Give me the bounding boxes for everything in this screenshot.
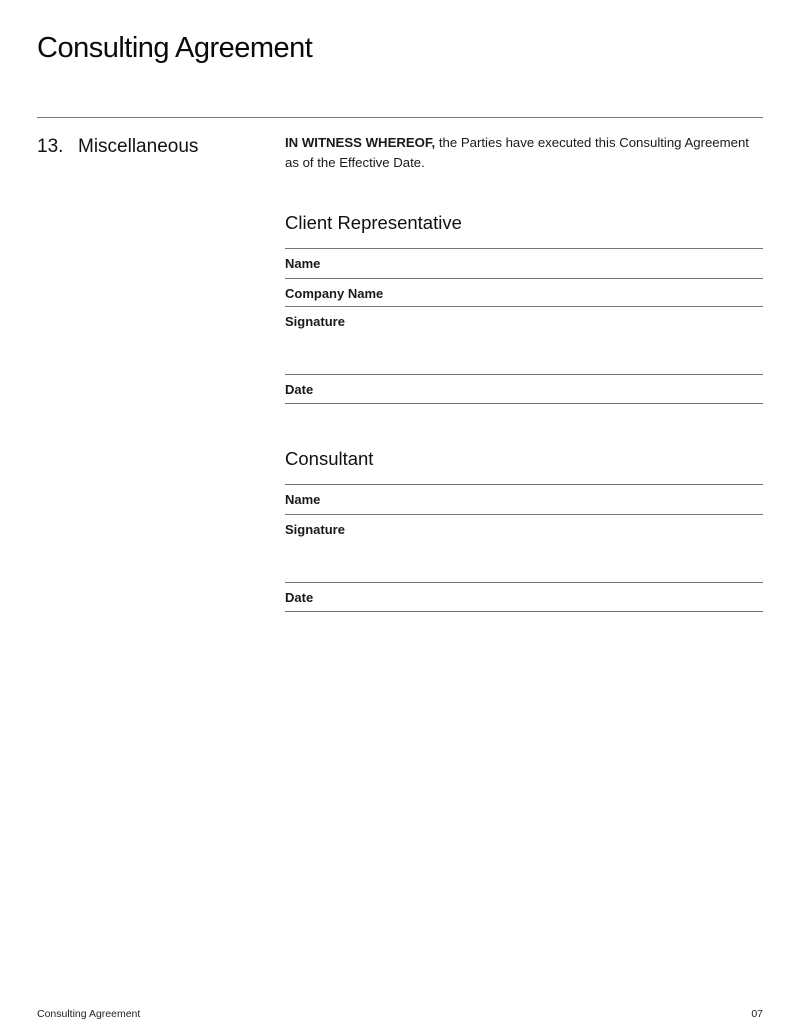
client-company-field[interactable] — [285, 278, 763, 306]
consultant-signature-field[interactable] — [285, 514, 763, 582]
consultant-name-label: Name — [285, 492, 321, 507]
client-company-label: Company Name — [285, 286, 384, 301]
consultant-block-title: Consultant — [285, 448, 374, 469]
consultant-signature-label: Signature — [285, 522, 345, 537]
section-heading — [37, 134, 198, 160]
consultant-signature-block — [285, 447, 763, 612]
section-number: 13. — [37, 136, 64, 157]
page-footer — [37, 1007, 763, 1021]
footer-document-title: Consulting Agreement — [37, 1008, 141, 1020]
document-title: Consulting Agreement — [37, 32, 313, 64]
signature-content — [285, 133, 763, 605]
client-signature-label: Signature — [285, 314, 345, 329]
witness-lead: IN WITNESS WHEREOF, — [285, 135, 436, 150]
client-signature-field[interactable] — [285, 306, 763, 374]
client-name-label: Name — [285, 256, 321, 271]
client-date-label: Date — [285, 382, 314, 397]
witness-text: the Parties have executed this Consulting Agreement as of the Effective Date. — [285, 135, 749, 170]
consultant-date-field[interactable] — [285, 582, 763, 612]
client-block-title: Client Representative — [285, 212, 462, 233]
client-name-field[interactable] — [285, 248, 763, 278]
client-signature-block — [285, 211, 763, 404]
page-number: 07 — [751, 1008, 763, 1020]
witness-clause — [285, 133, 763, 173]
consultant-date-label: Date — [285, 590, 314, 605]
section-title: Miscellaneous — [78, 136, 199, 157]
consultant-name-field[interactable] — [285, 484, 763, 514]
header-divider — [37, 117, 763, 118]
client-date-field[interactable] — [285, 374, 763, 404]
